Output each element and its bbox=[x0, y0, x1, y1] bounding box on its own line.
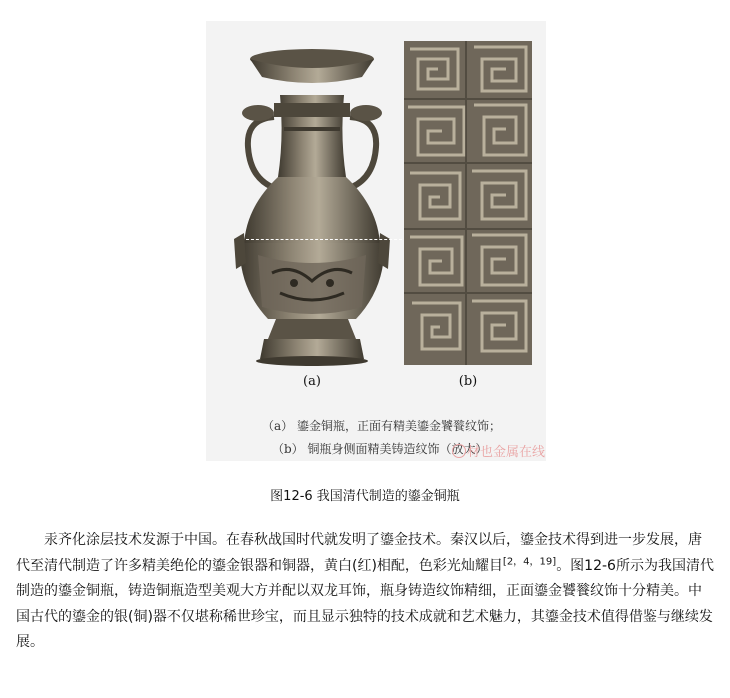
body-paragraph bbox=[16, 528, 714, 656]
watermark-text: 材也金属在线 bbox=[467, 445, 546, 460]
dashed-guide-line bbox=[246, 239, 402, 240]
caption-b: （b） 铜瓶身侧面精美铸造纹饰（放大） bbox=[272, 442, 488, 456]
subfigure-a-label: (a) bbox=[303, 374, 321, 389]
paragraph-text-part1: 汞齐化涂层技术发源于中国。在春秋战国时代就发明了鎏金技术。秦汉以后，鎏金技术得到进一步发展，唐代至清代制造了许多精美绝伦的鎏金银器和铜器，黄白(红)相配，色彩光灿耀目 bbox=[16, 532, 702, 574]
paragraph-text-part2: 。图12-6所示为我国清代制造的鎏金铜瓶，铸造铜瓶造型美观大方并配以双龙耳饰，瓶身铸造纹饰精细，正面鎏金饕餮纹饰十分精美。中国古代的鎏金的银(铜)器不仅堪称稀世珍宝，而且显示独特的技术成就和艺术魅力，其鎏金技术值得借鉴与继续发展。 bbox=[16, 557, 714, 651]
citation-reference[interactable]: [2，4，19] bbox=[502, 555, 557, 567]
cast-pattern-closeup-image bbox=[404, 41, 532, 365]
figure-panel bbox=[206, 21, 546, 461]
caption-a: （a） 鎏金铜瓶，正面有精美鎏金饕餮纹饰； bbox=[262, 419, 501, 433]
watermark bbox=[452, 441, 545, 460]
gilded-bronze-vase-image bbox=[232, 37, 392, 367]
subfigure-b-label: (b) bbox=[458, 374, 478, 389]
figure-title: 图12-6 我国清代制造的鎏金铜瓶 bbox=[270, 489, 460, 504]
watermark-seal-icon bbox=[452, 444, 466, 458]
